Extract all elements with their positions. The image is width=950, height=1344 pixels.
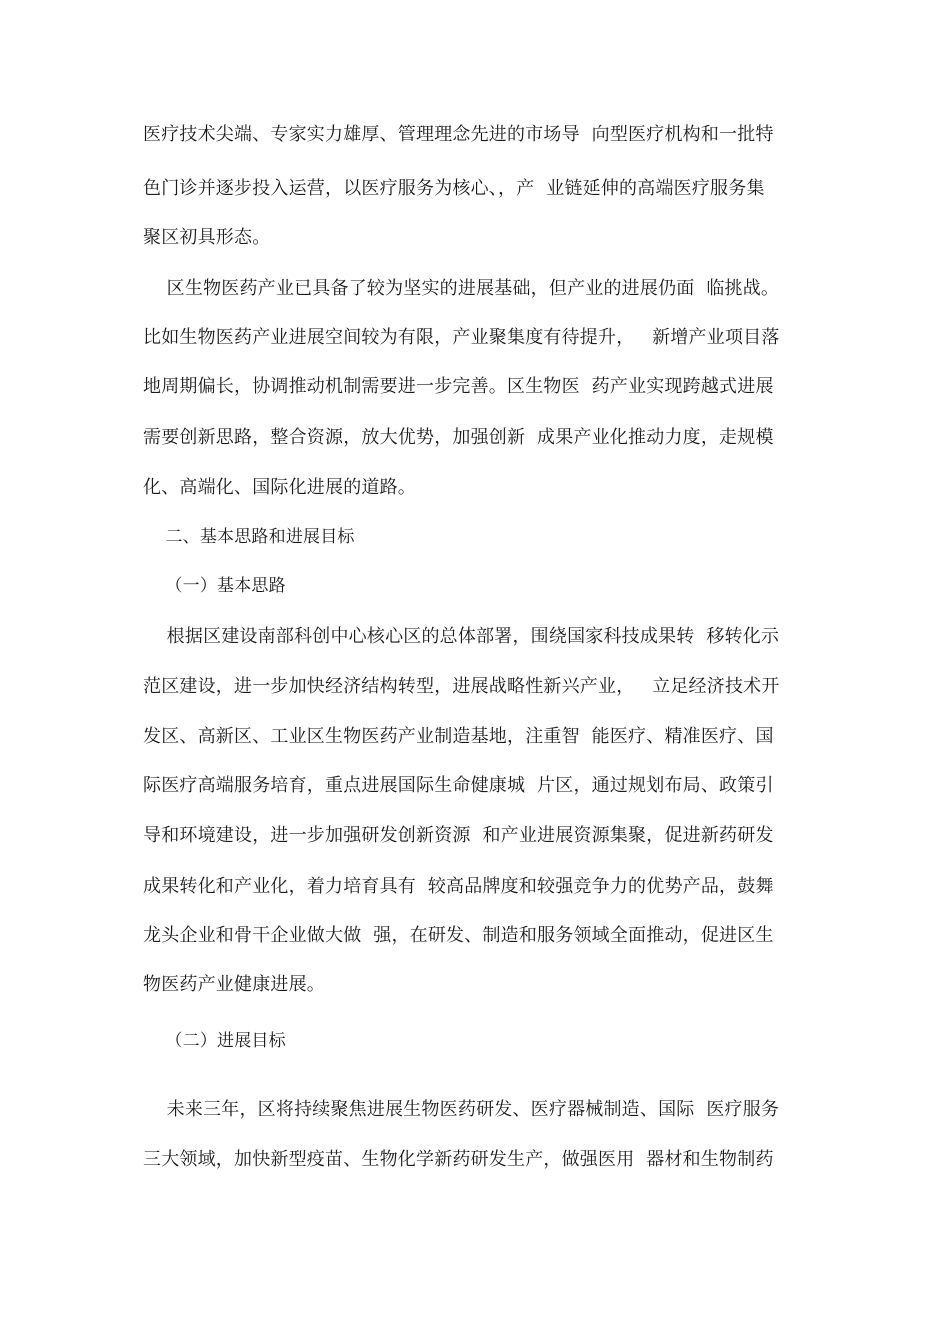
paragraph-4-line-2: 三大领域，加快新型疫苗、生物化学新药研发生产，做强医用 器材和生物制药 [143, 1149, 774, 1170]
paragraph-3-line-7: 龙头企业和骨干企业做大做 强，在研发、制造和服务领域全面推动，促进区生 [143, 925, 774, 946]
subheading-basic-approach: （一）基本思路 [143, 576, 286, 596]
paragraph-1-line-3: 聚区初具形态。 [143, 227, 271, 248]
paragraph-4-line-1: 未来三年，区将持续聚焦进展生物医药研发、医疗器械制造、国际 医疗服务 [143, 1099, 780, 1120]
paragraph-2-line-3: 地周期偏长，协调推动机制需要进一步完善。区生物医 药产业实现跨越式进展 [143, 376, 774, 397]
paragraph-1-line-1: 医疗技术尖端、专家实力雄厚、管理理念先进的市场导 向型医疗机构和一批特 [143, 124, 774, 145]
paragraph-3-line-4: 际医疗高端服务培育，重点进展国际生命健康城 片区，通过规划布局、政策引 [143, 775, 774, 796]
paragraph-2-line-1: 区生物医药产业已具备了较为坚实的进展基础，但产业的进展仍面 临挑战。 [143, 278, 780, 299]
paragraph-2-line-2: 比如生物医药产业进展空间较为有限，产业聚集度有待提升， 新增产业项目落 [143, 327, 780, 348]
paragraph-1-line-2: 色门诊并逐步投入运营，以医疗服务为核心、，产 业链延伸的高端医疗服务集 [143, 178, 765, 199]
paragraph-3-line-1: 根据区建设南部科创中心核心区的总体部署，围绕国家科技成果转 移转化示 [143, 626, 780, 647]
paragraph-2-line-5: 化、高端化、国际化进展的道路。 [143, 477, 416, 498]
paragraph-3-line-3: 发区、高新区、工业区生物医药产业制造基地，注重智 能医疗、精准医疗、国 [143, 726, 774, 747]
paragraph-3-line-2: 范区建设，进一步加快经济结构转型，进展战略性新兴产业， 立足经济技术开 [143, 676, 780, 697]
paragraph-3-line-8: 物医药产业健康进展。 [143, 974, 325, 995]
paragraph-3-line-6: 成果转化和产业化，着力培育具有 较高品牌度和较强竞争力的优势产品，鼓舞 [143, 876, 774, 897]
section-heading: 二、基本思路和进展目标 [143, 527, 355, 547]
subheading-development-goals: （二）进展目标 [143, 1031, 286, 1051]
paragraph-3-line-5: 导和环境建设，进一步加强研发创新资源 和产业进展资源集聚，促进新药研发 [143, 825, 774, 846]
paragraph-2-line-4: 需要创新思路，整合资源，放大优势，加强创新 成果产业化推动力度，走规模 [143, 427, 774, 448]
